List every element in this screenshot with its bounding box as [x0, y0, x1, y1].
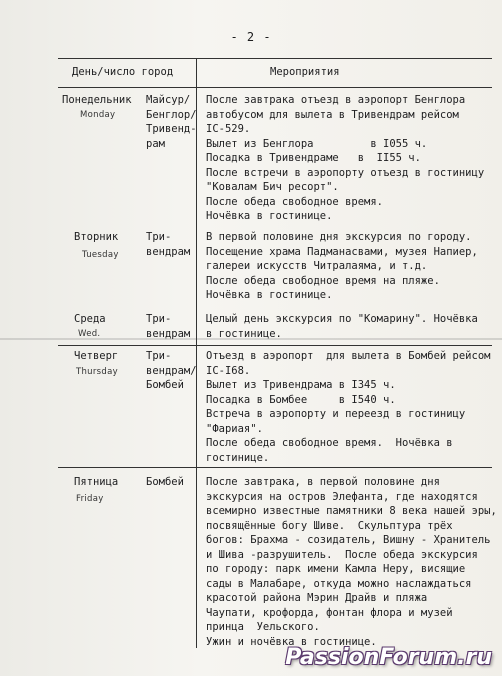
day-monday: Понедельник: [62, 94, 132, 106]
city-tuesday: Три- вендрам: [146, 231, 191, 258]
header-bottom-rule: [58, 87, 492, 88]
day-thursday: Четверг: [74, 350, 119, 362]
day-wednesday: Среда: [74, 313, 106, 325]
day-wednesday-en: Wed.: [78, 329, 101, 339]
events-friday: После завтрака, в первой половине дня экскурсия на остров Элефанта, где находятся всемирно известные памятники 8 века нашей эры, посвящённые богу Шиве. Скульптура трёх богов: Брахма - созидатель, Вишну - Хранитель и Шива -разрушитель. После обеда экскурсия по городу: парк имени Камла Неру, висящие сады в Малабаре, откуда можно наслаждаться красотой района Мэрин Драйв и пляжа Чаупати, крофорда, фонтан флора и музей принца Уельского. Ужин и ночёвка в гостинице.: [206, 476, 497, 648]
events-thursday: Отъезд в аэропорт для вылета в Бомбей рейсом IC-I68. Вылет из Тривендрама в I345 ч. Посадка в Бомбее в I540 ч. Встреча в аэропорту и переезд в гостиницу "Фариая". После обеда свободное время. Ночёвка в гостинице.: [206, 350, 491, 464]
city-thursday: Три- вендрам/ Бомбей: [146, 350, 197, 391]
table-top-rule: [58, 58, 492, 59]
events-monday: После завтрака отъезд в аэропорт Бенглора автобусом для вылета в Тривендрам рейсом IC-529. Вылет из Бенглора в I055 ч. Посадка в Тривендраме в II55 ч. После встречи в аэропорту отъезд в гостиницу "Ковалам Бич ресорт". После обеда свободное время. Ночёвка в гостинице.: [206, 94, 485, 222]
events-wednesday: Целый день экскурсия по "Комарину". Ночёвка в гостинице.: [206, 313, 478, 340]
day-thursday-en: Thursday: [76, 367, 118, 377]
day-tuesday: Вторник: [74, 231, 119, 243]
events-tuesday: В первой половине дня экскурсия по городу. Посещение храма Падманасвами, музея Напиер, галереи искусств Читралаяма, и т.д. После обеда свободное время на пляже. Ночёвка в гостинице.: [206, 231, 478, 301]
day-friday: Пятница: [74, 476, 119, 488]
day-tuesday-en: Tuesday: [82, 250, 119, 260]
page-number: - 2 -: [230, 30, 272, 44]
city-wednesday: Три- вендрам: [146, 313, 191, 340]
header-day-city: День/число город: [72, 66, 174, 78]
day-friday-en: Friday: [76, 494, 104, 504]
row-separator-thursday: [58, 345, 492, 346]
city-monday: Майсур/ Бенглор/ Тривенд- рам: [146, 94, 197, 150]
site-watermark: PassionForum.ru: [285, 645, 492, 670]
row-separator-friday: [58, 467, 492, 468]
header-events: Мероприятия: [270, 66, 340, 78]
day-monday-en: Monday: [80, 110, 116, 120]
city-friday: Бомбей: [146, 476, 184, 488]
